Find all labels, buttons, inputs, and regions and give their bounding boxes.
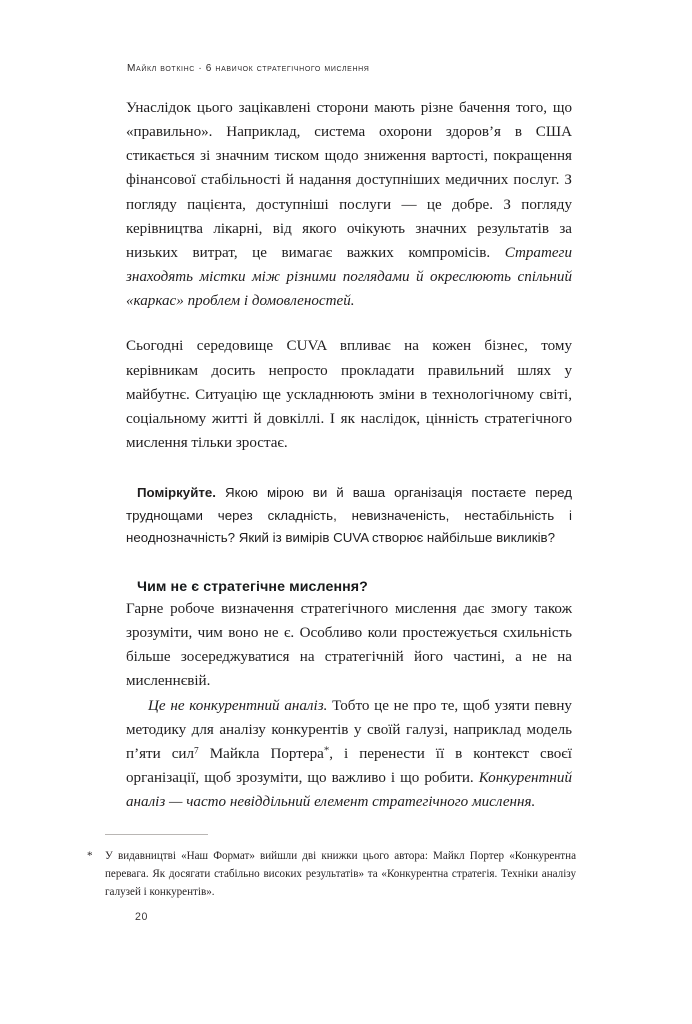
footnote-block: [86, 847, 576, 902]
reflect-callout-text: Якою мірою ви й ваша організація постаєте перед труднощами через складність, невизначеність, нестабільність і неоднозначність? Який із вимірів CUVA створює найбільше викликів?: [126, 485, 572, 546]
paragraph-3: Гарне робоче визначення стратегічного мислення дає змогу також зрозуміти, чим воно не є. Особливо коли простежується схильність більше зосереджуватися на стратегічній його частині, а не на мисленнєвій.: [126, 600, 572, 690]
paragraph-2: Сьогодні середовище CUVA впливає на кожен бізнес, тому керівникам досить непросто прокладати правильний шлях у майбутнє. Ситуацію ще ускладнюють зміни в технологічному світі, соціальному житті й довкіллі. І як наслідок, цінність стратегічного мислення тільки зростає.: [126, 338, 572, 452]
paragraph-4-roman-1: Тобто це не про те, щоб узяти певну методику для аналізу конкурентів у своїй галузі, наприклад модель п’яти сил: [126, 697, 572, 762]
footnote-area: [86, 834, 576, 902]
paragraph-1-roman: Унаслідок цього зацікавлені сторони мають різне бачення того, що «правильно». Наприклад, система охорони здоров’я в США стикається зі значним тиском щодо зниження вартості, покращення фінансової стабільності й надання доступніших медичних послуг. З погляду пацієнта, доступніші послуги — це добре. З погляду керівництва лікарні, від якого очікують значних результатів за низьких витрат, це вимагає важких компромісів.: [126, 100, 572, 261]
footnote-separator-rule: [105, 834, 208, 835]
text-column: [126, 96, 572, 814]
paragraph-1-italic: Стратеги знаходять містки між різними поглядами й окреслюють спільний «каркас» проблем і домовленостей.: [126, 244, 572, 310]
paragraph-4-roman-2: Майкла Портера: [198, 745, 324, 762]
paragraph-4-italic-tail: Конкурентний аналіз — часто невіддільний елемент стратегічного мислення.: [126, 770, 572, 811]
paragraph-4: [126, 694, 572, 815]
reflect-callout: [126, 482, 572, 550]
paragraph-4-roman-3: , і перенести її в контекст своєї організації, щоб зрозуміти, що важливо і що робити.: [126, 745, 572, 787]
footnote-text: У видавництві «Наш Формат» вийшли дві книжки цього автора: Майкл Портер «Конкурентна перевага. Як досягати стабільно високих результатів» та «Конкурентна стратегія. Техніки аналізу галузей і конкурентів».: [105, 850, 576, 899]
running-head: Майкл воткінс · 6 навичок стратегічного мислення: [127, 63, 370, 74]
reflect-callout-label: Поміркуйте.: [137, 485, 216, 501]
paragraph-1: [126, 96, 572, 313]
page-number: 20: [135, 911, 148, 923]
footnote-marker: *: [87, 850, 93, 862]
footnote-reference-asterisk[interactable]: *: [323, 744, 330, 757]
footnote-reference-7[interactable]: 7: [194, 746, 199, 757]
section-subheading: Чим не є стратегічне мислення?: [137, 578, 368, 595]
paragraph-4-italic-lead: Це не конкурентний аналіз.: [148, 697, 328, 714]
